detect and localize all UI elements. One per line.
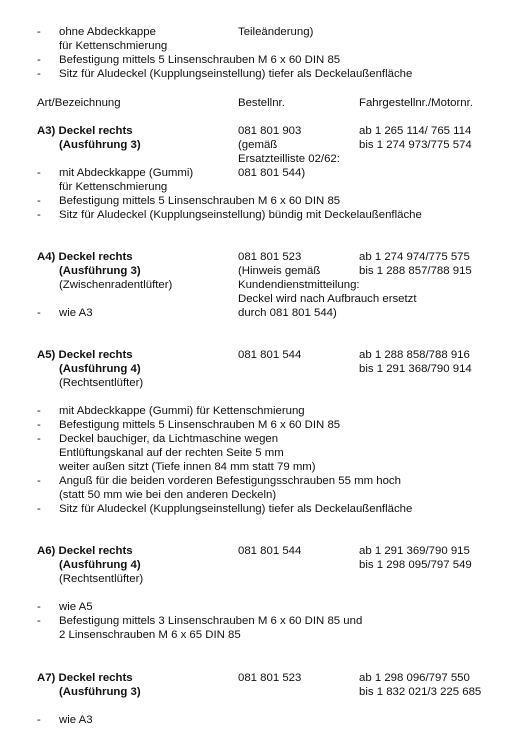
a3-bullet-text: Sitz für Aludeckel (Kupplungseinstellung) bündig mit Deckelaußenfläche [59, 209, 422, 221]
a5-range-from: ab 1 288 858/788 916 [359, 349, 470, 361]
a6-range-from: ab 1 291 369/790 915 [359, 545, 470, 557]
intro-line-text: Sitz für Aludeckel (Kupplungseinstellung) tiefer als Deckelaußenfläche [59, 68, 413, 80]
a3-order-note: Ersatzteilliste 02/62: [238, 153, 340, 165]
a5-title: A5) Deckel rechts [37, 349, 133, 361]
a3-range-to: bis 1 274 973/775 574 [359, 139, 472, 151]
bullet-dash: - [37, 503, 41, 515]
a4-order-note: Kundendienstmitteilung: [238, 279, 360, 291]
a4-range-from: ab 1 274 974/775 575 [359, 251, 470, 263]
a7-order-number: 081 801 523 [238, 672, 302, 684]
a4-order-number: 081 801 523 [238, 251, 302, 263]
bullet-dash: - [37, 307, 41, 319]
bullet-dash: - [37, 419, 41, 431]
a5-bullet-cont: weiter außen sitzt (Tiefe innen 84 mm statt 79 mm) [59, 461, 316, 473]
a5-range-to: bis 1 291 368/790 914 [359, 363, 472, 375]
a5-variant: (Ausführung 4) [59, 363, 141, 375]
a7-range-to: bis 1 832 021/3 225 685 [359, 686, 482, 698]
a3-order-note: (gemäß [238, 139, 278, 151]
a4-order-note: durch 081 801 544) [238, 307, 337, 319]
header-art-bezeichnung: Art/Bezeichnung [37, 97, 121, 109]
header-bestellnr: Bestellnr. [238, 97, 285, 109]
bullet-dash: - [37, 195, 41, 207]
a7-variant: (Ausführung 3) [59, 686, 141, 698]
a4-note: (Zwischenradentlüfter) [59, 279, 173, 291]
a5-bullet-text: mit Abdeckkappe (Gummi) für Kettenschmierung [59, 405, 305, 417]
a6-variant: (Ausführung 4) [59, 559, 141, 571]
a5-bullet-text: Befestigung mittels 5 Linsenschrauben M 6 x 60 DIN 85 [59, 419, 341, 431]
bullet-dash: - [37, 714, 41, 726]
a3-bullet-cont: für Kettenschmierung [59, 181, 168, 193]
a6-range-to: bis 1 298 095/797 549 [359, 559, 472, 571]
a5-note: (Rechtsentlüfter) [59, 377, 144, 389]
bullet-dash: - [37, 615, 41, 627]
a6-bullet-text: Befestigung mittels 3 Linsenschrauben M 6 x 60 DIN 85 und [59, 615, 363, 627]
header-fahrgestellnr: Fahrgestellnr./Motornr. [359, 97, 473, 109]
bullet-dash: - [37, 405, 41, 417]
bullet-dash: - [37, 167, 41, 179]
a4-title: A4) Deckel rechts [37, 251, 133, 263]
a3-bullet-text: mit Abdeckkappe (Gummi) [59, 167, 194, 179]
a3-range-from: ab 1 265 114/ 765 114 [359, 125, 472, 137]
intro-line-text: ohne Abdeckkappe [59, 26, 156, 38]
intro-line-text: Befestigung mittels 5 Linsenschrauben M 6 x 60 DIN 85 [59, 54, 341, 66]
a3-title: A3) Deckel rechts [37, 125, 133, 137]
a6-order-number: 081 801 544 [238, 545, 302, 557]
bullet-dash: - [37, 54, 41, 66]
a4-range-to: bis 1 288 857/788 915 [359, 265, 472, 277]
a3-order-number: 081 801 903 [238, 125, 302, 137]
a5-bullet-cont: Entlüftungskanal auf der rechten Seite 5 mm [59, 447, 284, 459]
a5-order-number: 081 801 544 [238, 349, 302, 361]
bullet-dash: - [37, 433, 41, 445]
a6-bullet-cont: 2 Linsenschrauben M 6 x 65 DIN 85 [59, 629, 241, 641]
bullet-dash: - [37, 601, 41, 613]
a6-title: A6) Deckel rechts [37, 545, 133, 557]
a5-bullet-text: Sitz für Aludeckel (Kupplungseinstellung) tiefer als Deckelaußenfläche [59, 503, 413, 515]
a6-note: (Rechtsentlüfter) [59, 573, 144, 585]
a7-title: A7) Deckel rechts [37, 672, 133, 684]
a7-bullet-text: wie A3 [59, 714, 93, 726]
a5-bullet-text: Deckel bauchiger, da Lichtmaschine wegen [59, 433, 279, 445]
a5-bullet-cont: (statt 50 mm wie bei den anderen Deckeln) [59, 489, 277, 501]
bullet-dash: - [37, 26, 41, 38]
a3-variant: (Ausführung 3) [59, 139, 141, 151]
bullet-dash: - [37, 475, 41, 487]
a4-order-note: Deckel wird nach Aufbrauch ersetzt [238, 293, 417, 305]
intro-line-cont: für Kettenschmierung [59, 40, 168, 52]
bullet-dash: - [37, 68, 41, 80]
a4-variant: (Ausführung 3) [59, 265, 141, 277]
a4-order-note: (Hinweis gemäß [238, 265, 321, 277]
bullet-dash: - [37, 209, 41, 221]
intro-line-col2: Teileänderung) [238, 26, 314, 38]
a7-range-from: ab 1 298 096/797 550 [359, 672, 470, 684]
a5-bullet-text: Anguß für die beiden vorderen Befestigungsschrauben 55 mm hoch [59, 475, 401, 487]
a3-bullet-text: Befestigung mittels 5 Linsenschrauben M 6 x 60 DIN 85 [59, 195, 341, 207]
a4-bullet-text: wie A3 [59, 307, 93, 319]
a3-order-note: 081 801 544) [238, 167, 306, 179]
a6-bullet-text: wie A5 [59, 601, 93, 613]
